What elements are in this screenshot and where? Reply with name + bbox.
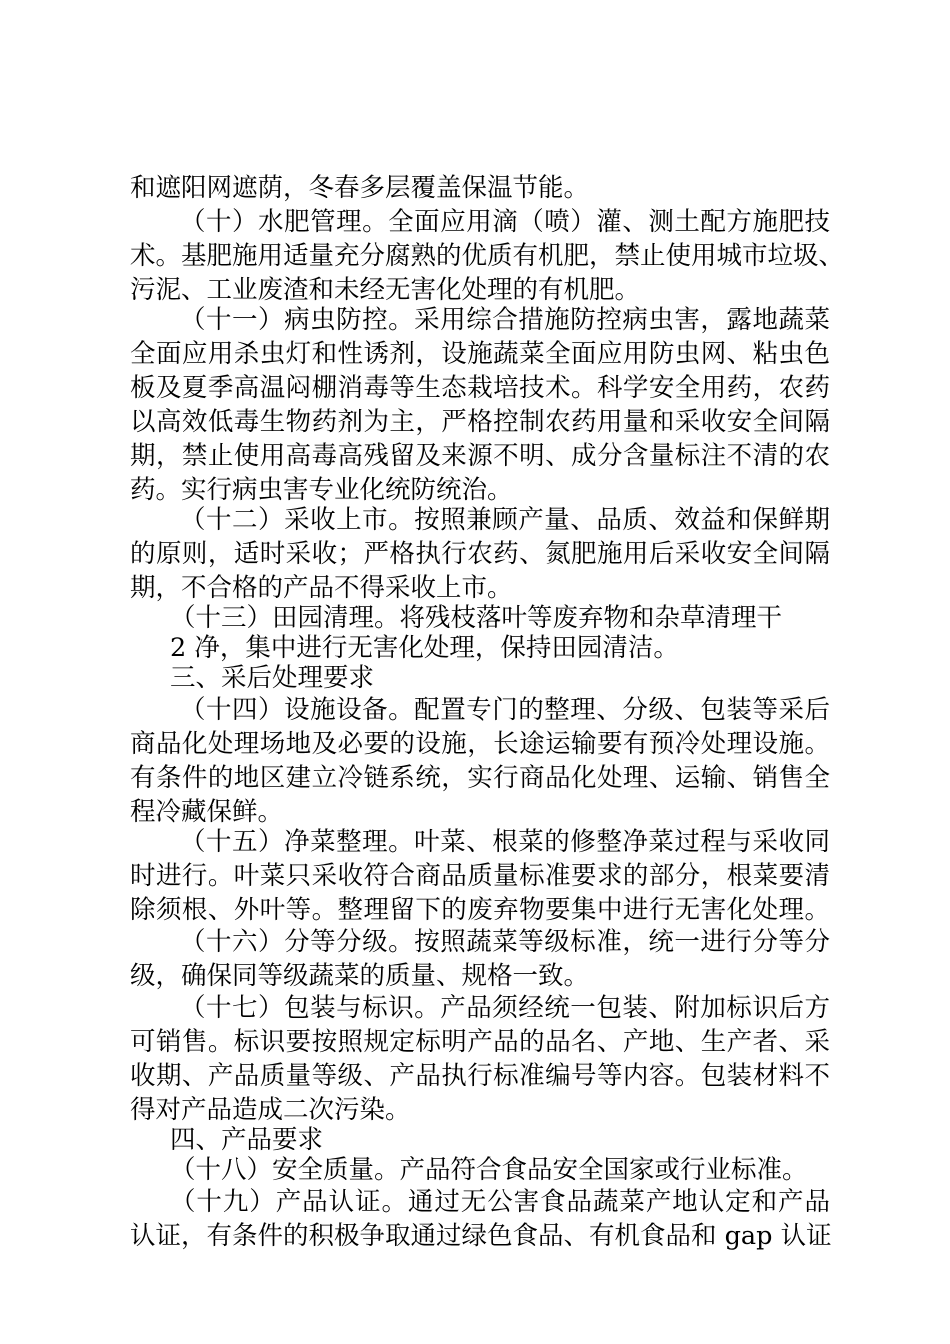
text-line: 程冷藏保鲜。	[130, 797, 284, 827]
text-line: 可销售。标识要按照规定标明产品的品名、产地、生产者、采	[130, 1027, 830, 1057]
text-line: 板及夏季高温闷棚消毒等生态栽培技术。科学安全用药，农药	[130, 373, 830, 403]
text-line: 除须根、外叶等。整理留下的废弃物要集中进行无害化处理。	[130, 895, 830, 925]
text-line: 期，不合格的产品不得采收上市。	[130, 573, 513, 603]
text-line: 有条件的地区建立冷链系统，实行商品化处理、运输、销售全	[130, 763, 830, 793]
text-line: 商品化处理场地及必要的设施，长途运输要有预冷处理设施。	[130, 729, 830, 759]
paragraph-11-heading: （十一）病虫防控。采用综合措施防控病虫害，露地蔬菜	[180, 305, 830, 335]
paragraph-19-heading: （十九）产品认证。通过无公害食品蔬菜产地认定和产品	[170, 1187, 830, 1217]
text-line: 期，禁止使用高毒高残留及来源不明、成分含量标注不清的农	[130, 441, 830, 471]
text-line: 认证，有条件的积极争取通过绿色食品、有机食品和 gap 认证	[130, 1221, 832, 1251]
text-line: 2 净，集中进行无害化处理，保持田园清洁。	[170, 633, 679, 663]
text-line: 收期、产品质量等级、产品执行标准编号等内容。包装材料不	[130, 1061, 830, 1091]
text-line: 和遮阳网遮荫，冬春多层覆盖保温节能。	[130, 173, 590, 203]
text-line: 以高效低毒生物药剂为主，严格控制农药用量和采收安全间隔	[130, 407, 830, 437]
paragraph-12-heading: （十二）采收上市。按照兼顾产量、品质、效益和保鲜期	[180, 505, 830, 535]
paragraph-10-heading: （十）水肥管理。全面应用滴（喷）灌、测土配方施肥技	[180, 207, 830, 237]
text-line: 术。基肥施用适量充分腐熟的优质有机肥，禁止使用城市垃圾、	[130, 241, 845, 271]
paragraph-16-heading: （十六）分等分级。按照蔬菜等级标准，统一进行分等分	[180, 927, 830, 957]
paragraph-18-heading: （十八）安全质量。产品符合食品安全国家或行业标准。	[170, 1155, 808, 1185]
text-line: 药。实行病虫害专业化统防统治。	[130, 475, 513, 505]
paragraph-13-heading: （十三）田园清理。将残枝落叶等废弃物和杂草清理干	[170, 603, 783, 633]
section-4-heading: 四、产品要求	[170, 1125, 324, 1155]
section-3-heading: 三、采后处理要求	[170, 663, 375, 693]
text-line: 的原则，适时采收；严格执行农药、氮肥施用后采收安全间隔	[130, 539, 830, 569]
text-line: 污泥、工业废渣和未经无害化处理的有机肥。	[130, 275, 641, 305]
paragraph-15-heading: （十五）净菜整理。叶菜、根菜的修整净菜过程与采收同	[180, 827, 830, 857]
text-line: 级，确保同等级蔬菜的质量、规格一致。	[130, 961, 590, 991]
paragraph-14-heading: （十四）设施设备。配置专门的整理、分级、包装等采后	[180, 695, 830, 725]
text-line: 全面应用杀虫灯和性诱剂，设施蔬菜全面应用防虫网、粘虫色	[130, 339, 830, 369]
paragraph-17-heading: （十七）包装与标识。产品须经统一包装、附加标识后方	[180, 993, 830, 1023]
text-line: 得对产品造成二次污染。	[130, 1095, 411, 1125]
text-line: 时进行。叶菜只采收符合商品质量标准要求的部分，根菜要清	[130, 861, 830, 891]
